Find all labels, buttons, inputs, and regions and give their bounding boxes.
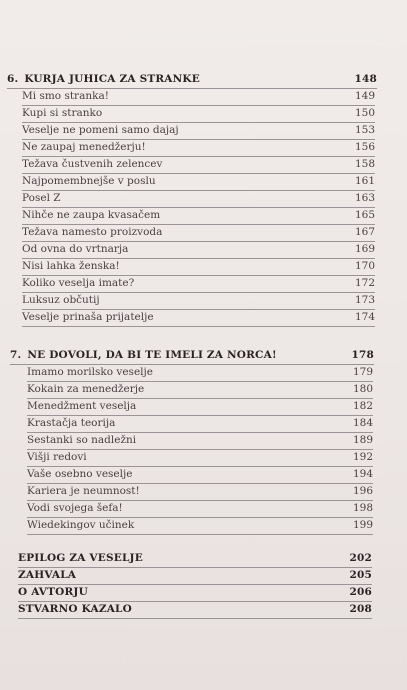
toc-back-matter: O AVTORJU 206 bbox=[18, 586, 372, 602]
chapter-number: 7. bbox=[10, 349, 22, 361]
toc-entry: Težava namesto proizvoda 167 bbox=[22, 226, 375, 242]
toc-back-matter: ZAHVALA 205 bbox=[18, 569, 372, 585]
toc-back-matter: STVARNO KAZALO 208 bbox=[18, 603, 372, 619]
chapter-number: 6. bbox=[7, 73, 19, 85]
toc-entry: Vodi svojega šefa! 198 bbox=[27, 502, 373, 518]
toc-entry: Težava čustvenih zelencev 158 bbox=[22, 158, 375, 174]
chapter-title: NE DOVOLI, DA BI TE IMELI ZA NORCA! bbox=[27, 349, 277, 361]
toc-entry: Krastačja teorija 184 bbox=[27, 417, 373, 433]
toc-entry: Ne zaupaj menedžerju! 156 bbox=[22, 141, 375, 157]
toc-chapter-6 bbox=[7, 73, 377, 89]
toc-entry: Nihče ne zaupa kvasačem 165 bbox=[22, 209, 375, 225]
toc-entry: Koliko veselja imate? 172 bbox=[22, 277, 375, 293]
toc-entry: Od ovna do vrtnarja 169 bbox=[22, 243, 375, 259]
toc-entry: Najpomembnejše v poslu 161 bbox=[22, 175, 375, 191]
toc-chapter-7 bbox=[10, 349, 374, 365]
toc-entry: Višji redovi 192 bbox=[27, 451, 373, 467]
toc-entry: Wiedekingov učinek 199 bbox=[27, 519, 373, 535]
toc-entry: Posel Z 163 bbox=[22, 192, 375, 208]
toc-entry: Kupi si stranko 150 bbox=[22, 107, 375, 123]
toc-back-matter: EPILOG ZA VESELJE 202 bbox=[18, 552, 372, 568]
toc-entry: Kariera je neumnost! 196 bbox=[27, 485, 373, 501]
toc-entry: Mi smo stranka! 149 bbox=[22, 90, 375, 106]
toc-entry: Sestanki so nadležni 189 bbox=[27, 434, 373, 450]
chapter-page: 148 bbox=[354, 73, 377, 85]
toc-entry: Menedžment veselja 182 bbox=[27, 400, 373, 416]
toc-entry: Veselje ne pomeni samo dajaj 153 bbox=[22, 124, 375, 140]
toc-entry: Luksuz občutij 173 bbox=[22, 294, 375, 310]
toc-entry: Kokain za menedžerje 180 bbox=[27, 383, 373, 399]
toc-entry: Vaše osebno veselje 194 bbox=[27, 468, 373, 484]
toc-entry: Imamo morilsko veselje 179 bbox=[27, 366, 373, 382]
toc-entry: Veselje prinaša prijatelje 174 bbox=[22, 311, 375, 327]
chapter-title: KURJA JUHICA ZA STRANKE bbox=[24, 73, 200, 85]
toc-entry: Nisi lahka ženska! 170 bbox=[22, 260, 375, 276]
chapter-page: 178 bbox=[351, 349, 374, 361]
